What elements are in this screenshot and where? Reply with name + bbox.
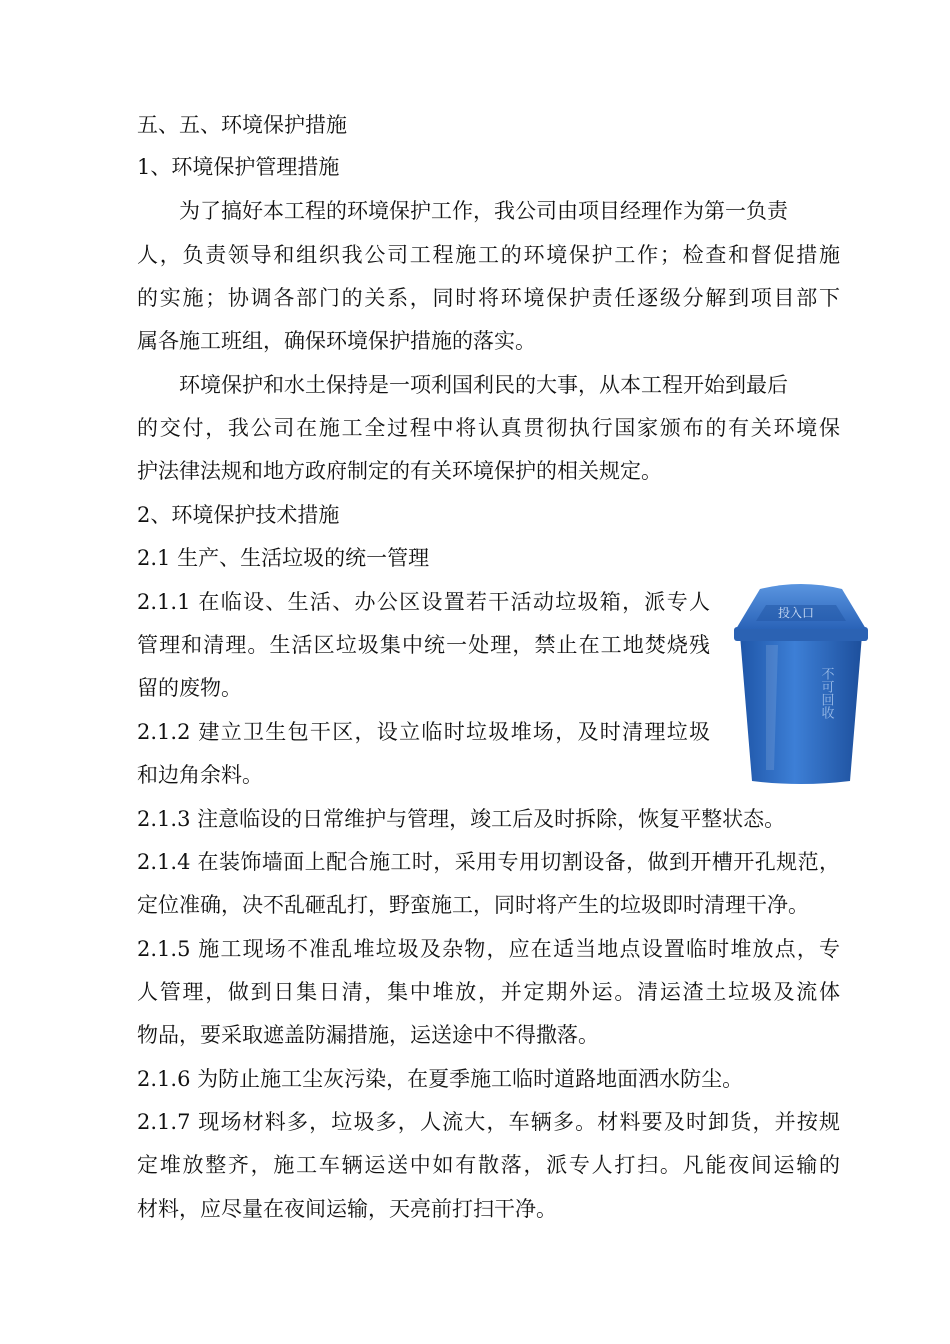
item-2-1-7-line-3: 材料，应尽量在夜间运输，天亮前打扫干净。 bbox=[137, 1197, 557, 1221]
subsection-title-1: 1、环境保护管理措施 bbox=[137, 155, 340, 179]
item-2-1-2-line-2: 和边角余料。 bbox=[137, 763, 263, 787]
item-2-1-5-line-3: 物品，要采取遮盖防漏措施，运送途中不得撒落。 bbox=[137, 1023, 599, 1047]
trash-bin-photo bbox=[726, 575, 876, 790]
trash-bin-icon bbox=[726, 575, 876, 790]
para2-line-1: 环境保护和水土保持是一项利国利民的大事，从本工程开始到最后 bbox=[179, 373, 788, 397]
item-2-1-4-line-2: 定位准确，决不乱砸乱打，野蛮施工，同时将产生的垃圾即时清理干净。 bbox=[137, 893, 809, 917]
para1-line-1: 为了搞好本工程的环境保护工作，我公司由项目经理作为第一负责 bbox=[179, 199, 788, 223]
para2-line-2: 的交付，我公司在施工全过程中将认真贯彻执行国家颁布的有关环境保 bbox=[137, 416, 840, 440]
item-2-1-5-line-2: 人管理，做到日集日清，集中堆放，并定期外运。清运渣土垃圾及流体 bbox=[137, 980, 840, 1004]
item-2-1-6-line-1: 2.1.6 为防止施工尘灰污染，在夏季施工临时道路地面洒水防尘。 bbox=[137, 1067, 744, 1091]
item-2-1-7-line-1: 2.1.7 现场材料多，垃圾多，人流大，车辆多。材料要及时卸货，并按规 bbox=[137, 1110, 840, 1134]
bin-rim bbox=[734, 627, 868, 641]
lid-label: 投入口 bbox=[778, 606, 815, 620]
section-heading: 五、五、环境保护措施 bbox=[137, 113, 347, 137]
subsection-title-2: 2、环境保护技术措施 bbox=[137, 503, 340, 527]
item-2-1-4-line-1: 2.1.4 在装饰墙面上配合施工时，采用专用切割设备，做到开槽开孔规范， bbox=[137, 850, 840, 874]
subsubsection-title: 2.1 生产、生活垃圾的统一管理 bbox=[137, 546, 430, 570]
item-2-1-5-line-1: 2.1.5 施工现场不准乱堆垃圾及杂物，应在适当地点设置临时堆放点，专 bbox=[137, 937, 840, 961]
item-2-1-2-line-1: 2.1.2 建立卫生包干区，设立临时垃圾堆场，及时清理垃圾 bbox=[137, 720, 710, 744]
item-2-1-7-line-2: 定堆放整齐，施工车辆运送中如有散落，派专人打扫。凡能夜间运输的 bbox=[137, 1153, 840, 1177]
para1-line-4: 属各施工班组，确保环境保护措施的落实。 bbox=[137, 329, 536, 353]
para2-line-3: 护法律法规和地方政府制定的有关环境保护的相关规定。 bbox=[137, 459, 662, 483]
bin-body bbox=[740, 635, 862, 784]
para1-line-3: 的实施；协调各部门的关系，同时将环境保护责任逐级分解到项目部下 bbox=[137, 286, 840, 310]
item-2-1-1-line-3: 留的废物。 bbox=[137, 676, 242, 700]
item-2-1-1-line-2: 管理和清理。生活区垃圾集中统一处理，禁止在工地焚烧残 bbox=[137, 633, 710, 657]
para1-line-2: 人，负责领导和组织我公司工程施工的环境保护工作；检查和督促措施 bbox=[137, 243, 840, 267]
body-label: 不可回收 bbox=[818, 667, 834, 719]
item-2-1-1-line-1: 2.1.1 在临设、生活、办公区设置若干活动垃圾箱，派专人 bbox=[137, 590, 710, 614]
item-2-1-3-line-1: 2.1.3 注意临设的日常维护与管理，竣工后及时拆除，恢复平整状态。 bbox=[137, 807, 786, 831]
